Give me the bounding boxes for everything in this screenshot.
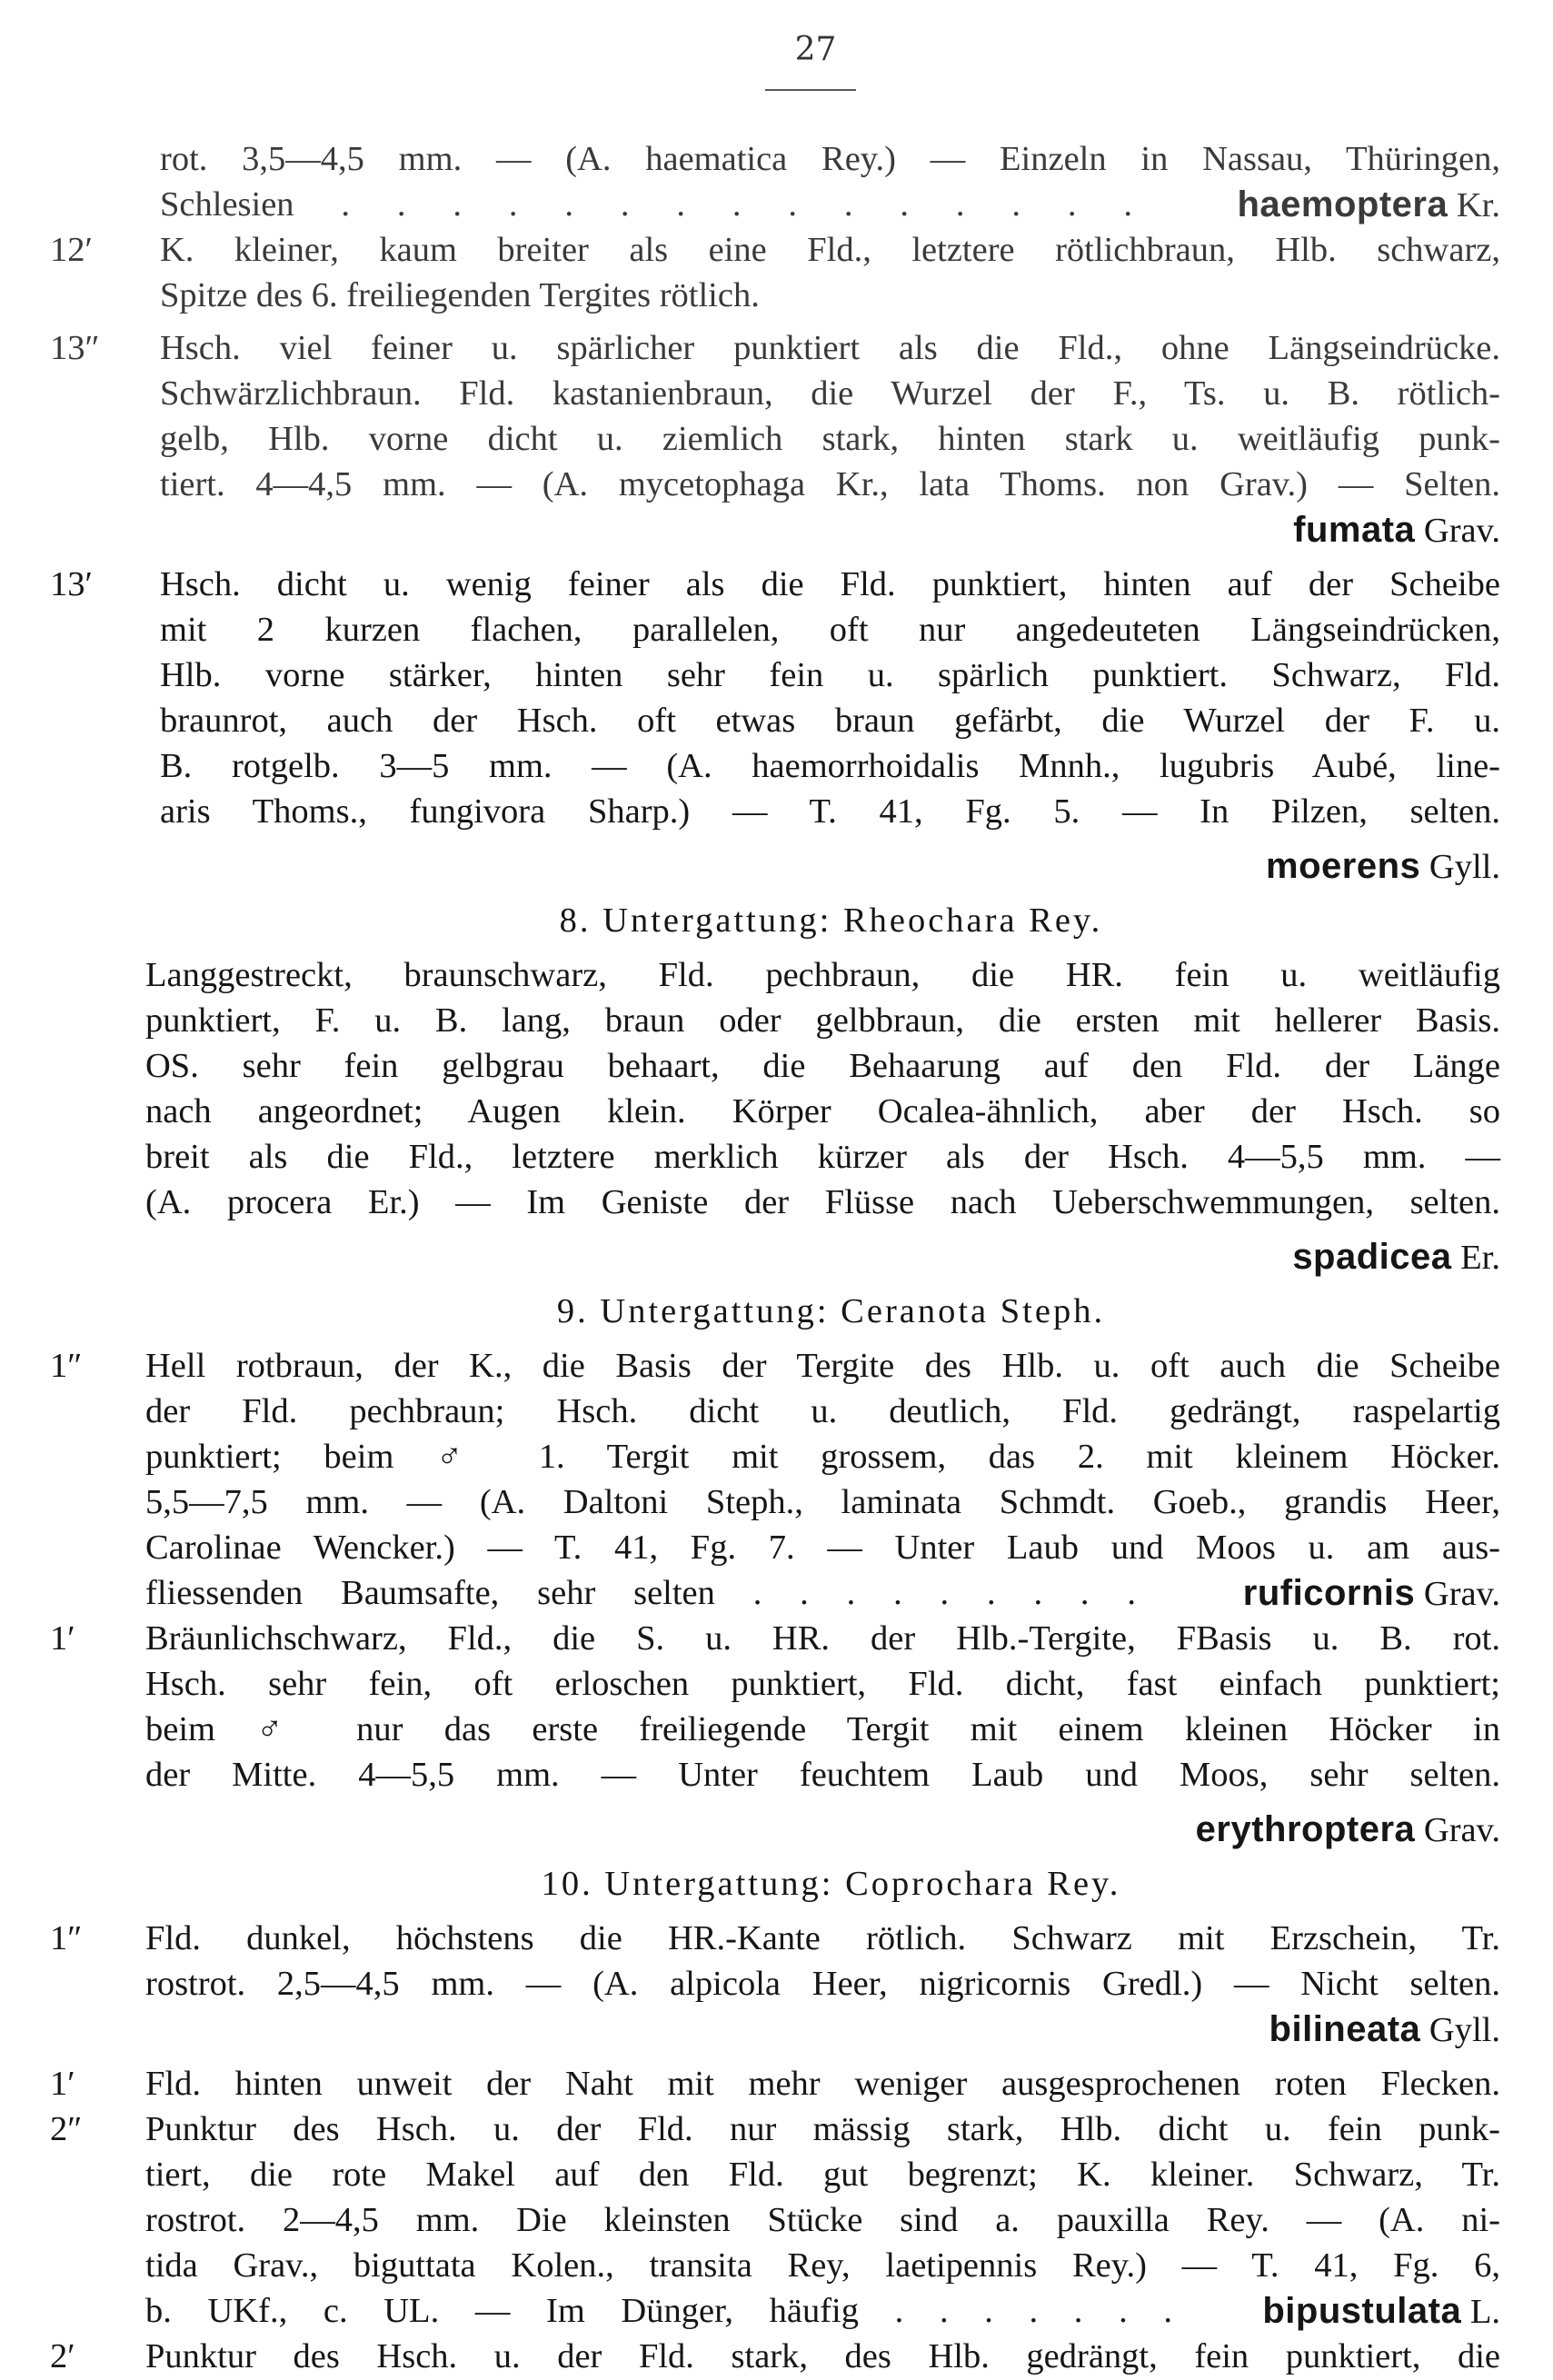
species-epithet: bipustulata bbox=[1262, 2291, 1462, 2331]
line-text: breit als die Fld., letztere merklich kürzer als der Hsch. 4—5,5 mm. — bbox=[145, 1138, 1500, 1176]
species-name bbox=[1269, 2007, 1500, 2053]
species-author: Gyll. bbox=[1420, 848, 1500, 886]
species-epithet: spadicea bbox=[1292, 1237, 1452, 1277]
species-name bbox=[1292, 1234, 1500, 1280]
text-line bbox=[0, 1525, 1553, 1570]
line-text: b. UKf., c. UL. — Im Dünger, häufig . . . . . . . bbox=[145, 2292, 1172, 2330]
text-line bbox=[0, 273, 1553, 318]
key-couplet-label: 13″ bbox=[50, 329, 100, 367]
line-text: Langgestreckt, braunschwarz, Fld. pechbraun, die HR. fein u. weitläufig bbox=[145, 956, 1500, 994]
line-text: Spitze des 6. freiliegenden Tergites rötlich. bbox=[160, 276, 760, 314]
text-line bbox=[0, 1043, 1553, 1089]
key-couplet-label: 2′ bbox=[50, 2337, 75, 2375]
line-text: B. rotgelb. 3—5 mm. — (A. haemorrhoidalis Mnnh., lugubris Aubé, line- bbox=[160, 747, 1500, 785]
line-text: K. kleiner, kaum breiter als eine Fld., letztere rötlichbraun, Hlb. schwarz, bbox=[160, 231, 1500, 269]
text-line bbox=[0, 998, 1553, 1043]
line-text: (A. procera Er.) — Im Geniste der Flüsse nach Ueberschwemmungen, selten. bbox=[145, 1183, 1500, 1221]
species-epithet: ruficornis bbox=[1242, 1573, 1416, 1613]
line-text: Bräunlichschwarz, Fld., die S. u. HR. der Hlb.-Tergite, FBasis u. B. rot. bbox=[145, 1619, 1500, 1658]
line-text: braunrot, auch der Hsch. oft etwas braun gefärbt, die Wurzel der F. u. bbox=[160, 702, 1500, 740]
subgenus-heading: 8. Untergattung: Rheochara Rey. bbox=[559, 901, 1103, 940]
text-line bbox=[0, 1289, 1553, 1334]
key-couplet-label: 12′ bbox=[50, 231, 93, 269]
subgenus-heading: 9. Untergattung: Ceranota Steph. bbox=[556, 1292, 1106, 1330]
species-name bbox=[1293, 507, 1500, 553]
page-number: 27 bbox=[794, 31, 837, 68]
species-name bbox=[1196, 1807, 1500, 1853]
text-line bbox=[0, 1134, 1553, 1180]
text-line bbox=[0, 2106, 1553, 2152]
line-text: beim ♂ nur das erste freiliegende Tergit mit einem kleinen Höcker in bbox=[145, 1710, 1500, 1748]
text-line bbox=[0, 1180, 1553, 1225]
line-text: Hsch. dicht u. wenig feiner als die Fld. punktiert, hinten auf der Scheibe bbox=[160, 565, 1500, 603]
text-line bbox=[0, 1861, 1553, 1907]
species-epithet: fumata bbox=[1293, 510, 1416, 550]
text-line bbox=[0, 2197, 1553, 2243]
species-name bbox=[1262, 2288, 1500, 2335]
line-text: Fld. dunkel, höchstens die HR.-Kante rötlich. Schwarz mit Erzschein, Tr. bbox=[145, 1919, 1500, 1957]
text-line bbox=[0, 898, 1553, 943]
text-line bbox=[0, 1089, 1553, 1134]
text-line bbox=[0, 952, 1553, 998]
key-couplet-label: 2″ bbox=[50, 2110, 83, 2148]
text-line bbox=[0, 1389, 1553, 1434]
text-line bbox=[0, 2061, 1553, 2106]
text-line bbox=[0, 2243, 1553, 2288]
line-text: Hell rotbraun, der K., die Basis der Tergite des Hlb. u. oft auch die Scheibe bbox=[145, 1347, 1500, 1385]
text-line bbox=[0, 507, 1553, 553]
text-line bbox=[0, 698, 1553, 743]
line-text: der Mitte. 4—5,5 mm. — Unter feuchtem Laub und Moos, sehr selten. bbox=[145, 1756, 1500, 1794]
line-text: gelb, Hlb. vorne dicht u. ziemlich stark, hinten stark u. weitläufig punk- bbox=[160, 420, 1500, 458]
text-line bbox=[0, 2007, 1553, 2052]
line-text: Hsch. sehr fein, oft erloschen punktiert, Fld. dicht, fast einfach punktiert; bbox=[145, 1665, 1500, 1703]
text-line bbox=[0, 607, 1553, 652]
subgenus-heading: 10. Untergattung: Coprochara Rey. bbox=[541, 1865, 1121, 1903]
species-epithet: haemoptera bbox=[1237, 184, 1448, 224]
text-line bbox=[0, 789, 1553, 834]
line-text: Punktur des Hsch. u. der Fld. stark, des Hlb. gedrängt, fein punktiert, die bbox=[145, 2337, 1500, 2375]
text-line bbox=[0, 371, 1553, 416]
species-author: Kr. bbox=[1448, 186, 1500, 224]
species-author: Grav. bbox=[1415, 512, 1500, 550]
line-text: tiert, die rote Makel auf den Fld. gut begrenzt; K. kleiner. Schwarz, Tr. bbox=[145, 2156, 1500, 2194]
line-text: Hlb. vorne stärker, hinten sehr fein u. spärlich punktiert. Schwarz, Fld. bbox=[160, 656, 1500, 694]
text-line bbox=[0, 1807, 1553, 1852]
species-author: L. bbox=[1461, 2293, 1500, 2331]
key-couplet-label: 13′ bbox=[50, 565, 93, 603]
key-couplet-label: 1′ bbox=[50, 1619, 75, 1658]
species-author: Grav. bbox=[1415, 1575, 1500, 1613]
species-name bbox=[1238, 182, 1501, 228]
line-text: Punktur des Hsch. u. der Fld. nur mässig stark, Hlb. dicht u. fein punk- bbox=[145, 2110, 1500, 2148]
text-line bbox=[0, 325, 1553, 371]
line-text: Fld. hinten unweit der Naht mit mehr weniger ausgesprochenen roten Flecken. bbox=[145, 2065, 1500, 2103]
species-name bbox=[1243, 1570, 1500, 1617]
line-text: 5,5—7,5 mm. — (A. Daltoni Steph., laminata Schmdt. Goeb., grandis Heer, bbox=[145, 1483, 1500, 1521]
line-text: mit 2 kurzen flachen, parallelen, oft nur angedeuteten Längseindrücken, bbox=[160, 611, 1500, 649]
text-line bbox=[0, 1752, 1553, 1797]
text-line bbox=[0, 562, 1553, 607]
text-line bbox=[0, 652, 1553, 698]
text-line bbox=[0, 1961, 1553, 2007]
line-text: rot. 3,5—4,5 mm. — (A. haematica Rey.) — Einzeln in Nassau, Thüringen, bbox=[160, 140, 1500, 178]
text-line bbox=[0, 462, 1553, 507]
line-text: rostrot. 2—4,5 mm. Die kleinsten Stücke sind a. pauxilla Rey. — (A. ni- bbox=[145, 2201, 1500, 2239]
text-line bbox=[0, 1661, 1553, 1707]
text-line bbox=[0, 843, 1553, 889]
text-line bbox=[0, 136, 1553, 182]
text-line bbox=[0, 2288, 1553, 2334]
text-line bbox=[0, 227, 1553, 273]
line-text: der Fld. pechbraun; Hsch. dicht u. deutlich, Fld. gedrängt, raspelartig bbox=[145, 1392, 1500, 1430]
species-epithet: bilineata bbox=[1269, 2009, 1421, 2049]
species-author: Er. bbox=[1451, 1239, 1500, 1277]
species-epithet: moerens bbox=[1266, 846, 1421, 886]
header-rule bbox=[765, 89, 856, 91]
line-text: Hsch. viel feiner u. spärlicher punktiert als die Fld., ohne Längseindrücke. bbox=[160, 329, 1500, 367]
line-text: nach angeordnet; Augen klein. Körper Ocalea-ähnlich, aber der Hsch. so bbox=[145, 1092, 1500, 1130]
key-couplet-label: 1″ bbox=[50, 1919, 83, 1957]
line-text: Carolinae Wencker.) — T. 41, Fg. 7. — Unter Laub und Moos u. am aus- bbox=[145, 1529, 1500, 1567]
line-text: tida Grav., biguttata Kolen., transita Rey, laetipennis Rey.) — T. 41, Fg. 6, bbox=[145, 2246, 1500, 2285]
line-text: punktiert; beim ♂ 1. Tergit mit grossem, das 2. mit kleinem Höcker. bbox=[145, 1438, 1500, 1476]
text-line bbox=[0, 182, 1553, 227]
text-line bbox=[0, 1616, 1553, 1661]
text-line bbox=[0, 2152, 1553, 2197]
key-couplet-label: 1′ bbox=[50, 2065, 75, 2103]
line-text: tiert. 4—4,5 mm. — (A. mycetophaga Kr., lata Thoms. non Grav.) — Selten. bbox=[160, 465, 1500, 503]
text-line bbox=[0, 1570, 1553, 1616]
line-text: rostrot. 2,5—4,5 mm. — (A. alpicola Heer, nigricornis Gredl.) — Nicht selten. bbox=[145, 1965, 1500, 2003]
species-name bbox=[1266, 843, 1500, 890]
key-couplet-label: 1″ bbox=[50, 1347, 83, 1385]
line-text: fliessenden Baumsafte, sehr selten . . . . . . . . . bbox=[145, 1574, 1136, 1612]
text-line bbox=[0, 1916, 1553, 1961]
text-line bbox=[0, 1707, 1553, 1752]
species-author: Gyll. bbox=[1420, 2011, 1500, 2049]
line-text: aris Thoms., fungivora Sharp.) — T. 41, Fg. 5. — In Pilzen, selten. bbox=[160, 792, 1500, 831]
text-line bbox=[0, 743, 1553, 789]
line-text: Schlesien . . . . . . . . . . . . . . . bbox=[160, 185, 1132, 224]
line-text: punktiert, F. u. B. lang, braun oder gelbbraun, die ersten mit hellerer Basis. bbox=[145, 1001, 1500, 1040]
text-line bbox=[0, 1434, 1553, 1479]
text-line bbox=[0, 2334, 1553, 2379]
line-text: OS. sehr fein gelbgrau behaart, die Behaarung auf den Fld. der Länge bbox=[145, 1047, 1500, 1085]
text-line bbox=[0, 1343, 1553, 1389]
text-line bbox=[0, 416, 1553, 462]
line-text: Schwärzlichbraun. Fld. kastanienbraun, die Wurzel der F., Ts. u. B. rötlich- bbox=[160, 374, 1500, 413]
species-epithet: erythroptera bbox=[1195, 1809, 1416, 1849]
text-line bbox=[0, 1234, 1553, 1280]
text-line bbox=[0, 1479, 1553, 1525]
species-author: Grav. bbox=[1415, 1811, 1500, 1849]
